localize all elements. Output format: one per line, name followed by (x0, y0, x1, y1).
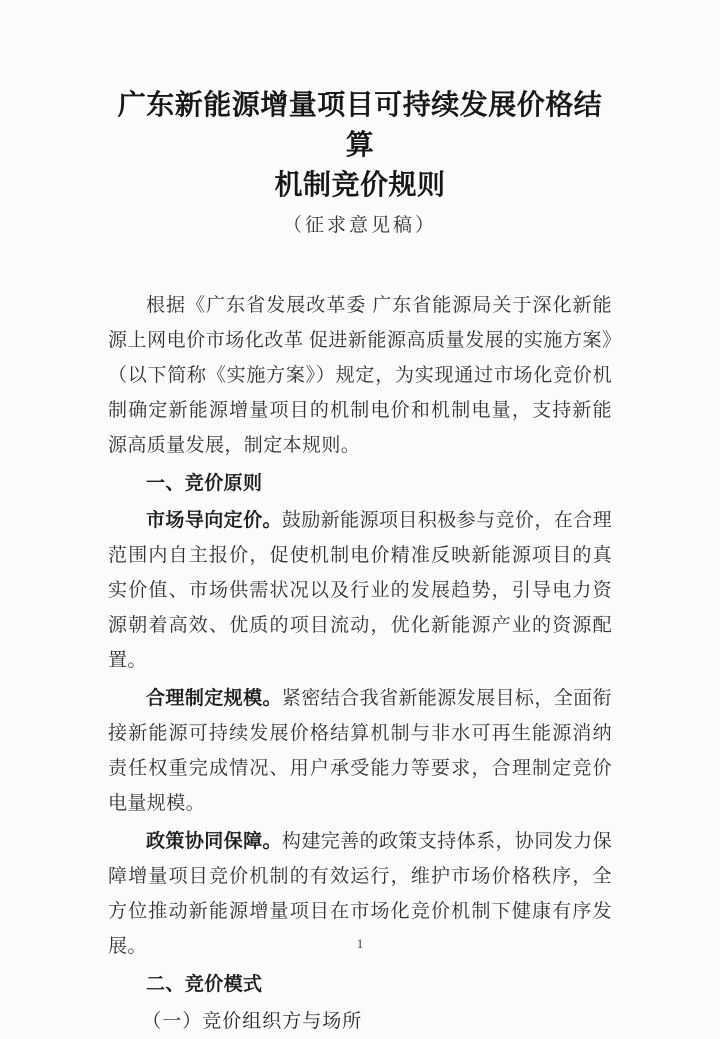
section-heading: 二、竞价模式 (146, 974, 263, 995)
document-title-line-1: 广东新能源增量项目可持续发展价格结算 (117, 90, 603, 161)
paragraph (108, 681, 612, 821)
paragraph-lead: 政策协同保障。 (146, 831, 282, 852)
page-number: 1 (356, 936, 364, 951)
paragraph (108, 503, 612, 678)
paragraph-text: 鼓励新能源项目积极参与竞价，在合理范围内自主报价，促使机制电价精准反映新能源项目的真实价值、市场供需状况以及行业的发展趋势，引导电力资源朝着高效、优质的项目流动，优化新能源产业的资源配置。 (108, 510, 612, 671)
paragraph-lead: 合理制定规模。 (146, 688, 282, 709)
paragraph-text: 构建完善的政策支持体系，协同发力保障增量项目竞价机制的有效运行，维护市场价格秩序，全方位推动新能源增量项目在市场化竞价机制下健康有序发展。 (108, 831, 612, 957)
paragraph-text: 紧密结合我省新能源发展目标，全面衔接新能源可持续发展价格结算机制与非水可再生能源消纳责任权重完成情况、用户承受能力等要求，合理制定竞价电量规模。 (108, 688, 612, 814)
paragraph-lead: 市场导向定价。 (146, 510, 282, 531)
document-subtitle: （征求意见稿） (282, 215, 437, 236)
document-title (108, 86, 612, 206)
subsection-heading: （一）竞价组织方与场所 (142, 1011, 363, 1032)
section-heading: 一、竞价原则 (146, 473, 263, 494)
document-body (108, 288, 612, 1039)
paragraph: 根据《广东省发展改革委 广东省能源局关于深化新能源上网电价市场化改革 促进新能源高质量发展的实施方案》（以下简称《实施方案》）规定，为实现通过市场化竞价机制确定新能源增量项目的机制电价和机制电量，支持新能源高质量发展，制定本规则。 (108, 295, 612, 456)
document-title-line-2: 机制竞价规则 (274, 170, 446, 201)
